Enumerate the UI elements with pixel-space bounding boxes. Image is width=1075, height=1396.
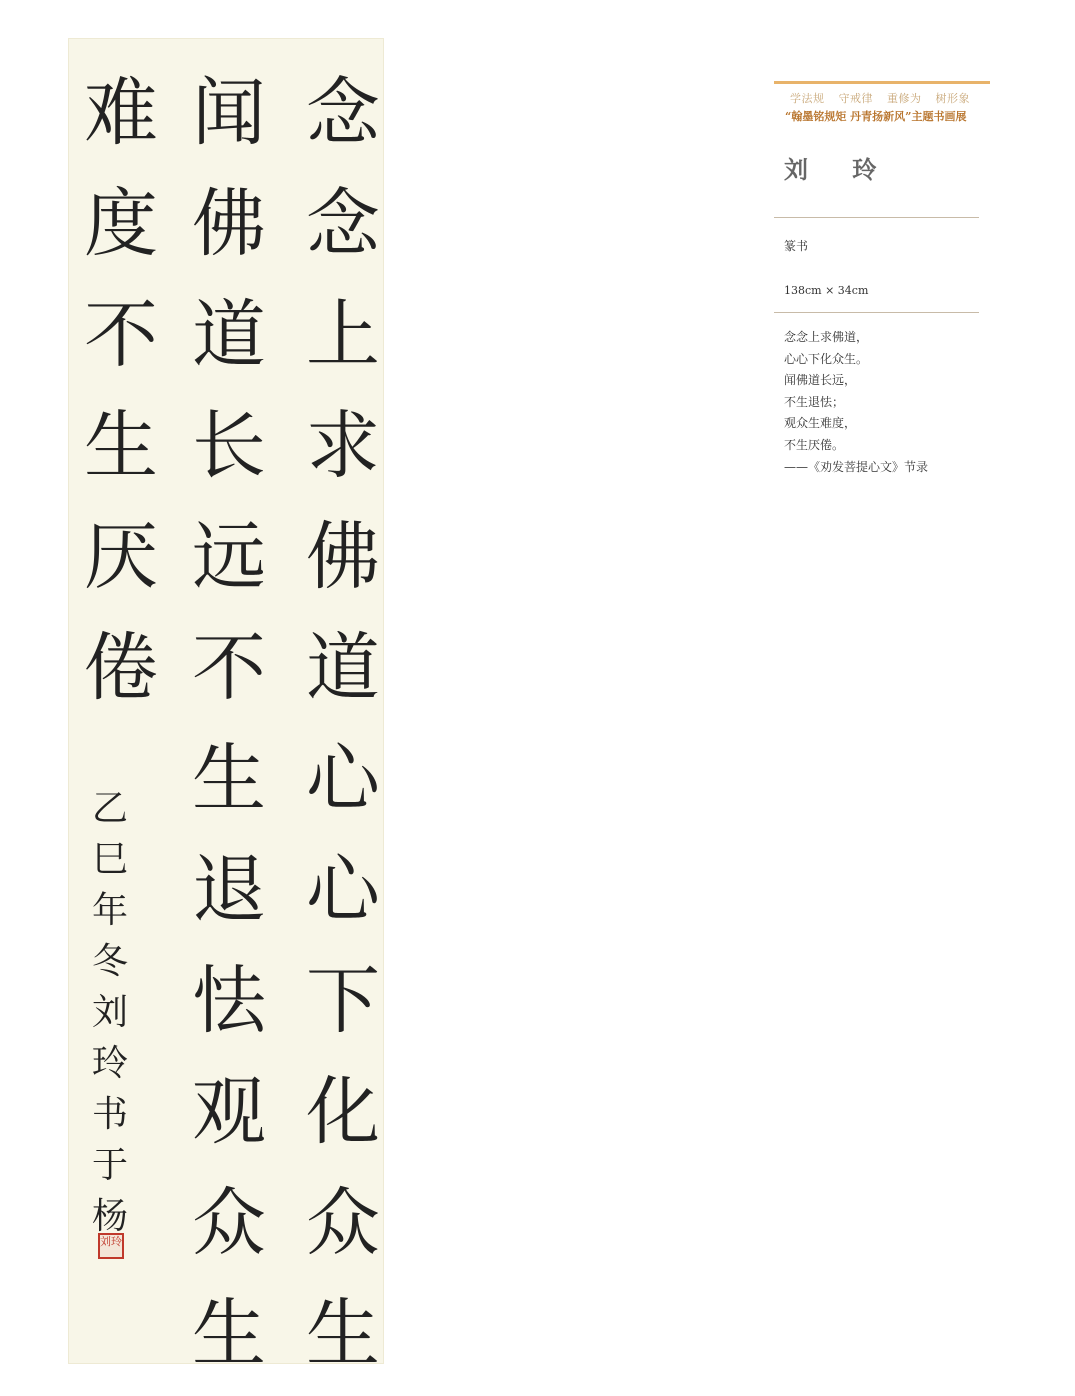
signature-column: [86, 783, 134, 1242]
calligraphy-char: 生: [192, 736, 266, 822]
signature-char: 年: [91, 890, 128, 931]
artwork-size: 138cm × 34cm: [784, 284, 869, 297]
verse-line: 不生厌倦。: [784, 437, 845, 452]
calligraphy-char: 化: [306, 1069, 380, 1155]
red-seal-stamp: 刘玲: [98, 1233, 124, 1259]
calligraphy-char: 道: [192, 292, 266, 378]
calligraphy-column-3: [66, 58, 176, 724]
calligraphy-char: 念: [306, 70, 380, 156]
calligraphy-char: 不: [192, 625, 266, 711]
calligraphy-column-1: [288, 58, 398, 1390]
signature-char: 书: [91, 1094, 128, 1135]
verse-line: 不生退怯；: [784, 394, 845, 409]
exhibition-theme: “翰墨铭规矩 丹青扬新风”主题书画展: [785, 110, 967, 123]
calligraphy-char: 观: [192, 1069, 266, 1155]
script-style: 篆书: [784, 239, 809, 253]
verse-line: 闻佛道长远，: [784, 373, 857, 388]
calligraphy-char: 心: [306, 736, 380, 822]
slogan-item: 守戒律: [838, 92, 873, 105]
calligraphy-char: 佛: [192, 181, 266, 267]
calligraphy-char: 下: [306, 958, 380, 1044]
calligraphy-char: 度: [84, 181, 158, 267]
verse-line: 念念上求佛道，: [784, 330, 869, 344]
calligraphy-scroll: [68, 38, 384, 1377]
calligraphy-char: 不: [84, 292, 158, 378]
verse-text: [784, 327, 928, 478]
signature-char: 冬: [91, 941, 128, 982]
slogan-line: [790, 90, 980, 106]
calligraphy-char: 闻: [192, 70, 266, 156]
calligraphy-char: 长: [192, 403, 266, 489]
verse-line: 心心下化众生。: [784, 351, 869, 366]
calligraphy-char: 道: [306, 625, 380, 711]
signature-char: 于: [91, 1145, 128, 1186]
author-name: 刘 玲: [784, 155, 895, 184]
calligraphy-char: 求: [306, 403, 380, 489]
calligraphy-char: 上: [306, 292, 380, 378]
divider: [774, 312, 979, 313]
calligraphy-char: 众: [192, 1180, 266, 1266]
signature-char: 玲: [91, 1043, 128, 1084]
calligraphy-char: 生: [192, 1291, 266, 1377]
divider: [774, 217, 979, 218]
calligraphy-char: 心: [306, 847, 380, 933]
calligraphy-char: 远: [192, 514, 266, 600]
verse-source: ——《劝发菩提心文》节录: [784, 459, 929, 474]
verse-line: 观众生难度，: [784, 416, 857, 431]
accent-top-line: [774, 81, 990, 84]
calligraphy-char: 厌: [84, 514, 158, 600]
calligraphy-char: 念: [306, 181, 380, 267]
signature-char: 乙: [91, 788, 128, 829]
calligraphy-char: 难: [84, 70, 158, 156]
calligraphy-char: 生: [306, 1291, 380, 1377]
calligraphy-column-2: [174, 58, 284, 1390]
calligraphy-char: 怯: [192, 958, 266, 1044]
slogan-item: 学法规: [790, 92, 825, 105]
calligraphy-char: 生: [84, 403, 158, 489]
calligraphy-char: 众: [306, 1180, 380, 1266]
signature-char: 刘: [91, 992, 128, 1033]
signature-char: 巳: [91, 839, 128, 880]
signature-char: 杨: [91, 1196, 128, 1237]
calligraphy-char: 佛: [306, 514, 380, 600]
slogan-item: 树形象: [935, 92, 970, 105]
calligraphy-char: 退: [192, 847, 266, 933]
slogan-item: 重修为: [887, 92, 922, 105]
calligraphy-char: 倦: [84, 625, 158, 711]
